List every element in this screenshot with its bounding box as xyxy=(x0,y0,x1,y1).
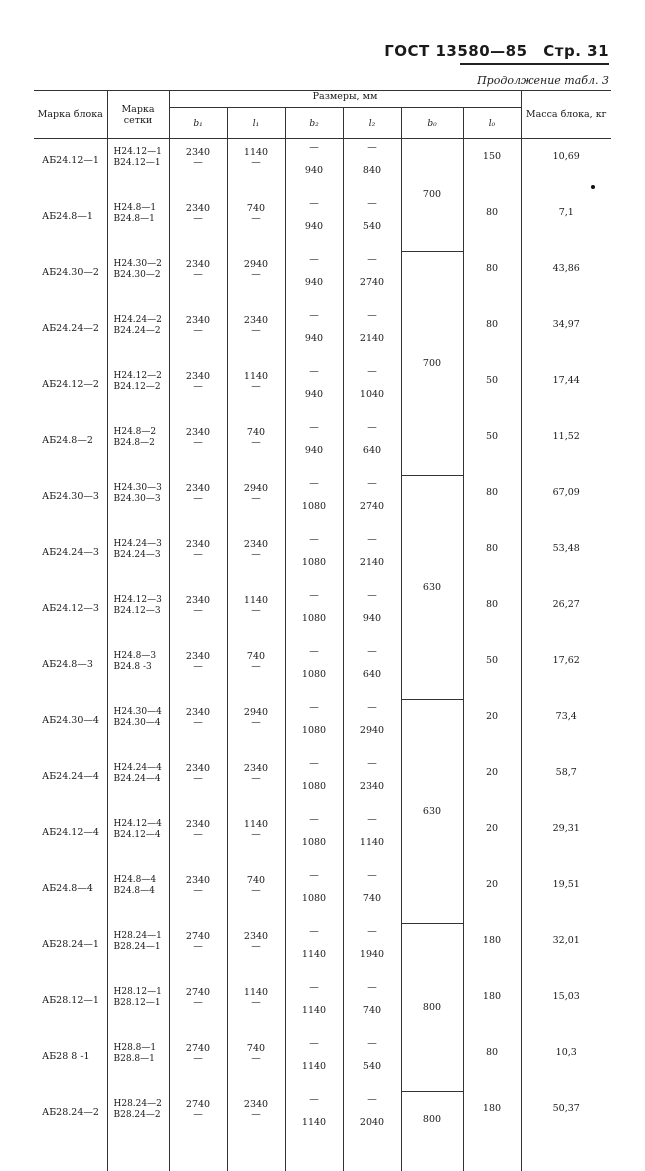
stray-mark xyxy=(591,185,595,189)
l0-cell: 50 xyxy=(463,363,521,419)
net-cell: Н24.8—4 В24.8—4 xyxy=(107,867,169,923)
b1-cell: 2740 — xyxy=(169,979,227,1035)
l0-cell: 80 xyxy=(463,587,521,643)
l2-cell: — 2040 xyxy=(343,1091,401,1147)
mass-cell: 53,48 xyxy=(521,531,611,587)
b0-cell: 700 xyxy=(401,251,463,475)
net-cell: Н24.24—2 В24.24—2 xyxy=(107,307,169,363)
l0-cell: 180 xyxy=(463,979,521,1035)
l0-cell: 50 xyxy=(463,419,521,475)
l1-cell: 1140 — xyxy=(227,363,285,419)
l0-cell: 20 xyxy=(463,699,521,755)
l2-cell: — 2940 xyxy=(343,699,401,755)
l0-cell: 20 xyxy=(463,755,521,811)
b2-cell: — 940 xyxy=(285,419,343,475)
l1-cell: 2940 — xyxy=(227,251,285,307)
brand-cell: АБ24.8—3 xyxy=(34,643,107,699)
l1-cell: 2340 — xyxy=(227,307,285,363)
table-row xyxy=(34,587,611,643)
b1-cell: 2340 — xyxy=(169,867,227,923)
l0-cell: 180 xyxy=(463,1091,521,1147)
b1-cell: 2340 — xyxy=(169,139,227,196)
mass-cell: 10,69 xyxy=(521,139,611,196)
mass-cell: 43,86 xyxy=(521,251,611,307)
b1-cell: 2340 — xyxy=(169,307,227,363)
table-row xyxy=(34,1035,611,1091)
net-cell: Н24.12—1 В24.12—1 xyxy=(107,139,169,196)
l2-cell: — 640 xyxy=(343,419,401,475)
header-b0: b₀ xyxy=(401,108,463,139)
net-cell: Н24.12—4 В24.12—4 xyxy=(107,811,169,867)
b0-cell: 800 xyxy=(401,1091,463,1147)
l0-cell: 150 xyxy=(463,139,521,196)
header-l2: l₂ xyxy=(343,108,401,139)
document-title: ГОСТ 13580—85 xyxy=(384,42,527,60)
net-cell: Н28.24—1 В28.24—1 xyxy=(107,923,169,979)
l0-cell: 180 xyxy=(463,923,521,979)
brand-cell: АБ28.24—2 xyxy=(34,1091,107,1147)
b0-cell: 630 xyxy=(401,699,463,923)
l2-cell: — 740 xyxy=(343,979,401,1035)
l2-cell: — 740 xyxy=(343,867,401,923)
dimensions-table xyxy=(34,90,611,1171)
b1-cell: 2340 — xyxy=(169,419,227,475)
b2-cell: — 1080 xyxy=(285,587,343,643)
l1-cell: 1140 — xyxy=(227,811,285,867)
net-cell: Н28.24—2 В28.24—2 xyxy=(107,1091,169,1147)
l0-cell: 50 xyxy=(463,643,521,699)
mass-cell: 32,01 xyxy=(521,923,611,979)
l0-cell: 80 xyxy=(463,1035,521,1091)
b1-cell: 2740 — xyxy=(169,1091,227,1147)
l0-cell: 80 xyxy=(463,531,521,587)
table-row xyxy=(34,251,611,307)
l1-cell: 740 — xyxy=(227,1035,285,1091)
l2-cell: — 940 xyxy=(343,587,401,643)
table-row xyxy=(34,811,611,867)
mass-cell: 73,4 xyxy=(521,699,611,755)
l2-cell: — 2740 xyxy=(343,475,401,531)
brand-cell: АБ24.30—4 xyxy=(34,699,107,755)
b1-cell: 2340 — xyxy=(169,755,227,811)
b1-cell: 2340 — xyxy=(169,475,227,531)
b0-cell: 800 xyxy=(401,923,463,1091)
net-cell: Н24.24—4 В24.24—4 xyxy=(107,755,169,811)
net-cell: Н24.12—3 В24.12—3 xyxy=(107,587,169,643)
b2-cell: — 940 xyxy=(285,363,343,419)
b1-cell: 2740 — xyxy=(169,923,227,979)
b2-cell: — 940 xyxy=(285,195,343,251)
brand-cell: АБ24.24—3 xyxy=(34,531,107,587)
table-row xyxy=(34,979,611,1035)
b0-cell: 700 xyxy=(401,139,463,252)
table-row xyxy=(34,307,611,363)
brand-cell: АБ24.30—2 xyxy=(34,251,107,307)
mass-cell: 10,3 xyxy=(521,1035,611,1091)
table-row xyxy=(34,923,611,979)
brand-cell: АБ24.24—4 xyxy=(34,755,107,811)
net-cell: Н24.30—3 В24.30—3 xyxy=(107,475,169,531)
b2-cell: — 940 xyxy=(285,307,343,363)
b1-cell: 2340 — xyxy=(169,363,227,419)
mass-cell: 19,51 xyxy=(521,867,611,923)
b1-cell: 2340 — xyxy=(169,699,227,755)
header-l0: l₀ xyxy=(463,108,521,139)
mass-cell: 58,7 xyxy=(521,755,611,811)
l0-cell: 20 xyxy=(463,811,521,867)
b0-cell: 630 xyxy=(401,475,463,699)
net-cell: Н24.8—3 В24.8 -3 xyxy=(107,643,169,699)
table-filler-row xyxy=(34,1147,611,1171)
brand-cell: АБ24.24—2 xyxy=(34,307,107,363)
net-cell: Н24.30—4 В24.30—4 xyxy=(107,699,169,755)
table-row xyxy=(34,1091,611,1147)
l1-cell: 2340 — xyxy=(227,755,285,811)
b2-cell: — 1080 xyxy=(285,531,343,587)
l1-cell: 2340 — xyxy=(227,923,285,979)
table-row xyxy=(34,643,611,699)
table-row xyxy=(34,867,611,923)
b1-cell: 2340 — xyxy=(169,587,227,643)
table-row xyxy=(34,755,611,811)
l2-cell: — 2140 xyxy=(343,307,401,363)
l1-cell: 2940 — xyxy=(227,699,285,755)
page-number: Стр. 31 xyxy=(543,42,609,60)
l2-cell: — 1140 xyxy=(343,811,401,867)
brand-cell: АБ28.12—1 xyxy=(34,979,107,1035)
net-cell: Н28.12—1 В28.12—1 xyxy=(107,979,169,1035)
b2-cell: — 1140 xyxy=(285,979,343,1035)
l1-cell: 2940 — xyxy=(227,475,285,531)
table-row xyxy=(34,531,611,587)
b2-cell: — 1080 xyxy=(285,811,343,867)
l2-cell: — 1940 xyxy=(343,923,401,979)
brand-cell: АБ24.30—3 xyxy=(34,475,107,531)
l0-cell: 80 xyxy=(463,475,521,531)
brand-cell: АБ28 8 -1 xyxy=(34,1035,107,1091)
table-continuation-label: Продолжение табл. 3 xyxy=(477,74,609,87)
table-row xyxy=(34,195,611,251)
mass-cell: 15,03 xyxy=(521,979,611,1035)
brand-cell: АБ24.8—2 xyxy=(34,419,107,475)
l2-cell: — 640 xyxy=(343,643,401,699)
l1-cell: 1140 — xyxy=(227,139,285,196)
b1-cell: 2340 — xyxy=(169,251,227,307)
brand-cell: АБ24.8—1 xyxy=(34,195,107,251)
net-cell: Н24.8—1 В24.8—1 xyxy=(107,195,169,251)
b1-cell: 2340 — xyxy=(169,531,227,587)
header-net: Марка сетки xyxy=(107,91,169,139)
l2-cell: — 2140 xyxy=(343,531,401,587)
l1-cell: 1140 — xyxy=(227,587,285,643)
b2-cell: — 1140 xyxy=(285,1035,343,1091)
l1-cell: 2340 — xyxy=(227,1091,285,1147)
l2-cell: — 540 xyxy=(343,1035,401,1091)
mass-cell: 17,62 xyxy=(521,643,611,699)
mass-cell: 50,37 xyxy=(521,1091,611,1147)
b2-cell: — 1140 xyxy=(285,1091,343,1147)
table-row xyxy=(34,475,611,531)
mass-cell: 34,97 xyxy=(521,307,611,363)
mass-cell: 29,31 xyxy=(521,811,611,867)
b1-cell: 2740 — xyxy=(169,1035,227,1091)
net-cell: Н24.24—3 В24.24—3 xyxy=(107,531,169,587)
b2-cell: — 940 xyxy=(285,139,343,196)
table-row xyxy=(34,363,611,419)
brand-cell: АБ24.12—4 xyxy=(34,811,107,867)
net-cell: Н24.30—2 В24.30—2 xyxy=(107,251,169,307)
table-row xyxy=(34,419,611,475)
mass-cell: 17,44 xyxy=(521,363,611,419)
l2-cell: — 840 xyxy=(343,139,401,196)
header-rule xyxy=(460,63,609,65)
l2-cell: — 540 xyxy=(343,195,401,251)
b2-cell: — 1140 xyxy=(285,923,343,979)
mass-cell: 11,52 xyxy=(521,419,611,475)
l2-cell: — 2740 xyxy=(343,251,401,307)
brand-cell: АБ24.8—4 xyxy=(34,867,107,923)
table-row xyxy=(34,699,611,755)
header-b1: b₁ xyxy=(169,108,227,139)
b2-cell: — 1080 xyxy=(285,755,343,811)
l0-cell: 80 xyxy=(463,195,521,251)
brand-cell: АБ24.12—2 xyxy=(34,363,107,419)
l1-cell: 740 — xyxy=(227,643,285,699)
header-b2: b₂ xyxy=(285,108,343,139)
mass-cell: 67,09 xyxy=(521,475,611,531)
b2-cell: — 1080 xyxy=(285,643,343,699)
b2-cell: — 1080 xyxy=(285,867,343,923)
header-mass: Масса блока, кг xyxy=(521,91,611,139)
brand-cell: АБ28.24—1 xyxy=(34,923,107,979)
net-cell: Н24.12—2 В24.12—2 xyxy=(107,363,169,419)
header-l1: l₁ xyxy=(227,108,285,139)
l1-cell: 2340 — xyxy=(227,531,285,587)
l0-cell: 80 xyxy=(463,251,521,307)
table-body xyxy=(34,139,611,1171)
l0-cell: 20 xyxy=(463,867,521,923)
net-cell: Н24.8—2 В24.8—2 xyxy=(107,419,169,475)
mass-cell: 7,1 xyxy=(521,195,611,251)
l0-cell: 80 xyxy=(463,307,521,363)
b1-cell: 2340 — xyxy=(169,195,227,251)
brand-cell: АБ24.12—3 xyxy=(34,587,107,643)
b2-cell: — 1080 xyxy=(285,475,343,531)
l2-cell: — 2340 xyxy=(343,755,401,811)
mass-cell: 26,27 xyxy=(521,587,611,643)
header-dimensions: Размеры, мм xyxy=(169,91,521,108)
b2-cell: — 940 xyxy=(285,251,343,307)
table-row xyxy=(34,139,611,196)
l1-cell: 1140 — xyxy=(227,979,285,1035)
b2-cell: — 1080 xyxy=(285,699,343,755)
l1-cell: 740 — xyxy=(227,195,285,251)
b1-cell: 2340 — xyxy=(169,643,227,699)
page-header xyxy=(384,42,609,60)
brand-cell: АБ24.12—1 xyxy=(34,139,107,196)
l1-cell: 740 — xyxy=(227,867,285,923)
l2-cell: — 1040 xyxy=(343,363,401,419)
header-brand: Марка блока xyxy=(34,91,107,139)
l1-cell: 740 — xyxy=(227,419,285,475)
net-cell: Н28.8—1 В28.8—1 xyxy=(107,1035,169,1091)
b1-cell: 2340 — xyxy=(169,811,227,867)
